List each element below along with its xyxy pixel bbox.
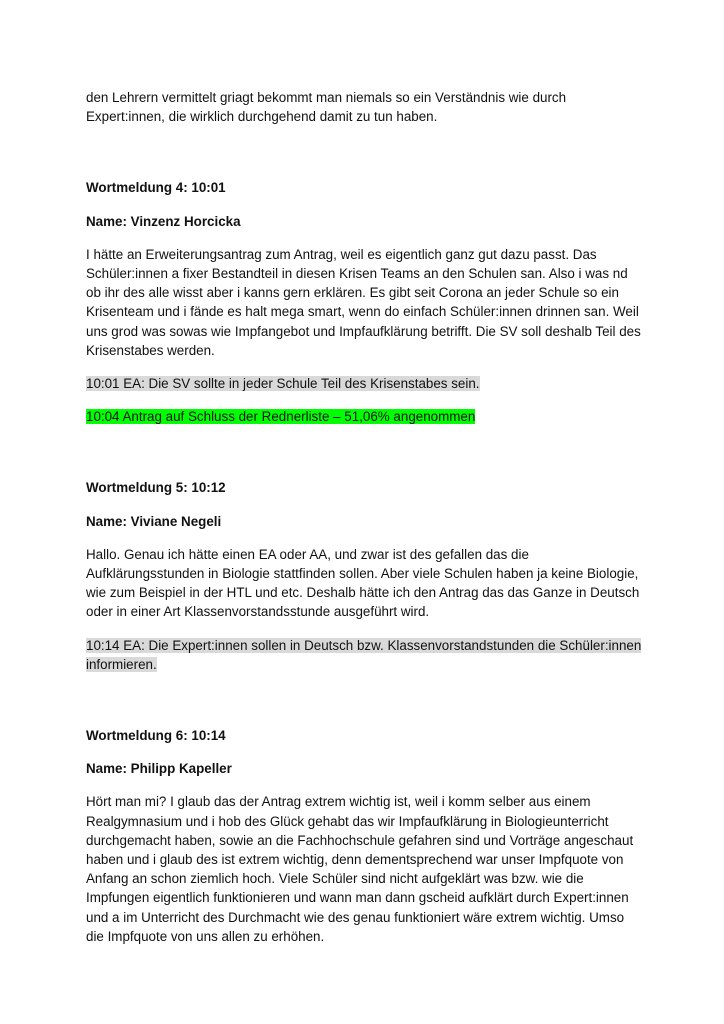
speaker-name: Name: Viviane Negeli [86, 513, 222, 529]
motion-note [86, 374, 642, 393]
speech-paragraph: Hört man mi? I glaub das der Antrag extrem wichtig ist, weil i komm selber aus einem Realgymnasium und i hob des Glück gehabt das wir Impfaufklärung in Biologieunterricht durchgemacht haben, sowie an die Fachhochschule gefahren sind und Vorträge angeschaut haben und i glaub des ist extrem wichtig, denn dementsprechend war unser Impfquote von Anfang an schon ziemlich hoch. Viele Schüler sind nicht aufgeklärt was bzw. wie die Impfungen eigentlich funktionieren und wann man dann gscheid aufklärt durch Expert:innen und a im Unterricht des Durchmacht wie des genau funktioniert wäre extrem wichtig. Umso die Impfquote von uns allen zu erhöhen. [86, 794, 634, 944]
spacer [86, 426, 642, 478]
section-heading: Wortmeldung 6: 10:14 [86, 728, 226, 744]
section-heading: Wortmeldung 5: 10:12 [86, 480, 226, 496]
green-highlight: 10:04 Antrag auf Schluss der Rednerliste – 51,06% angenommen [86, 409, 476, 425]
speaker-name: Name: Vinzenz Horcicka [86, 213, 241, 229]
speech-paragraph: Hallo. Genau ich hätte einen EA oder AA, und zwar ist des gefallen das die Aufklärungsstunden in Biologie stattfinden sollen. Aber viele Schulen haben ja keine Biologie, wie zum Beispiel in der HTL und etc. Deshalb hätte ich den Antrag das das Ganze in Deutsch oder in einer Art Klassenvorstandsstunde ausgeführt wird. [86, 546, 640, 620]
document-page [86, 88, 642, 946]
speaker-name: Name: Philipp Kapeller [86, 761, 232, 777]
intro-paragraph: den Lehrern vermittelt griagt bekommt man niemals so ein Verständnis wie durch Expert:innen, die wirklich durchgehend damit zu tun haben. [86, 90, 567, 125]
spacer [86, 674, 642, 726]
speech-paragraph: I hätte an Erweiterungsantrag zum Antrag, weil es eigentlich ganz gut dazu passt. Das Schüler:innen a fixer Bestandteil in diesen Krisen Teams an den Schulen san. Also i was nd ob ihr des alle wisst aber i kanns gern erklären. Es gibt seit Corona an jeder Schule so ein Krisenteam und i fände es halt mega smart, wenn do einfach Schüler:innen drinnen san. Weil uns grod was sowas wie Impfangebot und Impfaufklärung betrifft. Die SV soll deshalb Teil des Krisenstabes werden. [86, 246, 641, 358]
grey-highlight: 10:01 EA: Die SV sollte in jeder Schule Teil des Krisenstabes sein. [86, 376, 480, 392]
motion-note [86, 636, 642, 674]
spacer [86, 126, 642, 178]
section-heading: Wortmeldung 4: 10:01 [86, 180, 226, 196]
vote-result-note [86, 407, 642, 426]
grey-highlight: 10:14 EA: Die Expert:innen sollen in Deutsch bzw. Klassenvorstandstunden die Schüler:innen informieren. [86, 637, 642, 672]
